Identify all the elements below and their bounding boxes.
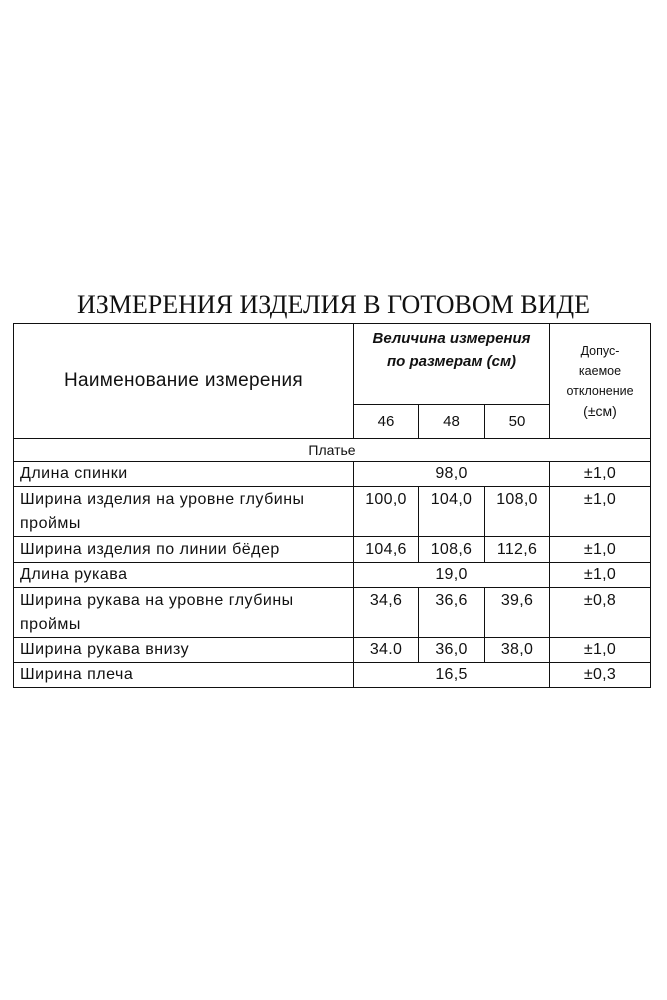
row-name: Длина рукава xyxy=(14,563,354,588)
size-group-header-line1: Величина измерения xyxy=(372,330,531,347)
row-value-46: 100,0 xyxy=(354,487,419,537)
size-48-header: 48 xyxy=(419,405,485,439)
row-value-46: 104,6 xyxy=(354,537,419,563)
measurement-name-header: Наименование измерения xyxy=(14,324,354,439)
header-row xyxy=(14,324,651,405)
row-tolerance: ±0,8 xyxy=(550,588,651,638)
measurements-table xyxy=(13,323,651,688)
table-row xyxy=(14,487,651,537)
row-tolerance: ±1,0 xyxy=(550,638,651,663)
tolerance-header-line2: каемое xyxy=(578,364,622,378)
table-row xyxy=(14,638,651,663)
row-value-48: 108,6 xyxy=(419,537,485,563)
size-group-header xyxy=(354,324,550,405)
row-name: Ширина плеча xyxy=(14,663,354,688)
page-title: ИЗМЕРЕНИЯ ИЗДЕЛИЯ В ГОТОВОМ ВИДЕ xyxy=(76,290,591,319)
size-group-header-line2: по размерам (см) xyxy=(386,353,517,370)
tolerance-header-line3: отклонение xyxy=(566,384,634,398)
row-value-50: 112,6 xyxy=(485,537,550,563)
size-50-header: 50 xyxy=(485,405,550,439)
row-value-merged: 19,0 xyxy=(354,563,550,588)
table-row xyxy=(14,588,651,638)
row-value-50: 39,6 xyxy=(485,588,550,638)
section-title: Платье xyxy=(14,439,651,462)
row-name: Ширина изделия на уровне глубины проймы xyxy=(14,487,354,537)
row-name: Длина спинки xyxy=(14,462,354,487)
row-value-46: 34.0 xyxy=(354,638,419,663)
size-46-header: 46 xyxy=(354,405,419,439)
row-name: Ширина рукава внизу xyxy=(14,638,354,663)
row-value-50: 108,0 xyxy=(485,487,550,537)
tolerance-header xyxy=(550,324,651,439)
row-value-merged: 98,0 xyxy=(354,462,550,487)
table-row xyxy=(14,563,651,588)
row-value-50: 38,0 xyxy=(485,638,550,663)
row-tolerance: ±1,0 xyxy=(550,462,651,487)
row-tolerance: ±1,0 xyxy=(550,487,651,537)
table-row xyxy=(14,462,651,487)
row-tolerance: ±1,0 xyxy=(550,563,651,588)
section-row xyxy=(14,439,651,462)
row-name: Ширина изделия по линии бёдер xyxy=(14,537,354,563)
table-row xyxy=(14,537,651,563)
row-value-48: 36,0 xyxy=(419,638,485,663)
row-value-46: 34,6 xyxy=(354,588,419,638)
tolerance-header-line1: Допус- xyxy=(580,344,620,358)
row-value-merged: 16,5 xyxy=(354,663,550,688)
row-value-48: 36,6 xyxy=(419,588,485,638)
table-row xyxy=(14,663,651,688)
row-value-48: 104,0 xyxy=(419,487,485,537)
row-name: Ширина рукава на уровне глубины проймы xyxy=(14,588,354,638)
row-tolerance: ±0,3 xyxy=(550,663,651,688)
row-tolerance: ±1,0 xyxy=(550,537,651,563)
tolerance-header-line4: (±см) xyxy=(583,403,617,419)
